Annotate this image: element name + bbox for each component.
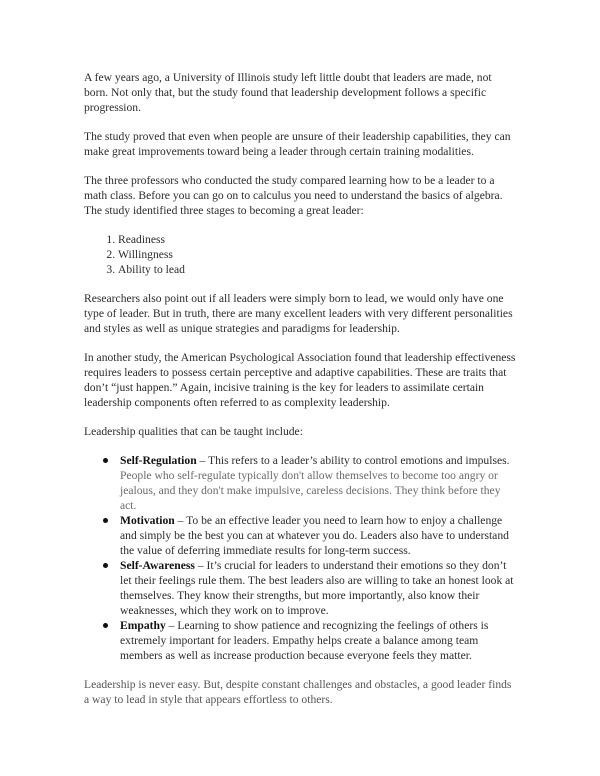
quality-term: Empathy: [120, 619, 166, 632]
quality-note: People who self-regulate typically don't allow themselves to become too angry or jealous, and they don't make impulsive, careless decisions. They think before they act.: [120, 469, 501, 512]
stages-list: [84, 232, 516, 277]
stage-item: 3. Ability to lead: [118, 262, 516, 277]
intro-paragraph: A few years ago, a University of Illinois study left little doubt that leaders are made, not born. Not only that, but the study found that leadership development follows a specific progression.: [84, 71, 492, 114]
quality-text: – This refers to a leader’s ability to control emotions and impulses.: [196, 454, 510, 467]
quality-term: Self-Regulation: [120, 454, 197, 467]
quality-item: [120, 558, 516, 618]
quality-text: – It’s crucial for leaders to understand their emotions so they don’t let their feelings rule them. The best leaders also are willing to take an honest look at themselves. They know their strengths, but more importantly, also know their weaknesses, which they work on to improve.: [120, 559, 514, 617]
quality-text: – To be an effective leader you need to learn how to enjoy a challenge and simply be the best you can at whatever you do. Leaders also have to understand the value of deferring immediate results for long-term success.: [120, 514, 509, 557]
researchers-paragraph: Researchers also point out if all leaders were simply born to lead, we would only have one type of leader. But in truth, there are many excellent leaders with very different personalities and styles as well as unique strategies and paradigms for leadership.: [84, 292, 513, 335]
quality-text: – Learning to show patience and recognizing the feelings of others is extremely important for leaders. Empathy helps create a balance among team members as well as increase production because everyone feels they matter.: [120, 619, 489, 662]
professors-paragraph: The three professors who conducted the study compared learning how to be a leader to a math class. Before you can go on to calculus you need to understand the basics of algebra. The study identified three stages to becoming a great leader:: [84, 174, 503, 217]
stage-item: 2. Willingness: [118, 247, 516, 262]
qualities-list: [84, 453, 516, 663]
apa-paragraph: In another study, the American Psychological Association found that leadership effectiveness requires leaders to possess certain perceptive and adaptive capabilities. These are traits that don’t “just happen.” Again, incisive training is the key for leaders to assimilate certain leadership components often referred to as complexity leadership.: [84, 351, 516, 409]
closing-paragraph: Leadership is never easy. But, despite constant challenges and obstacles, a good leader finds a way to lead in style that appears effortless to others.: [84, 678, 512, 706]
study-paragraph: The study proved that even when people are unsure of their leadership capabilities, they can make great improvements toward being a leader through certain training modalities.: [84, 130, 511, 158]
stage-item: 1. Readiness: [118, 232, 516, 247]
quality-term: Self-Awareness: [120, 559, 195, 572]
quality-item: [120, 513, 516, 558]
qualities-intro: Leadership qualities that can be taught include:: [84, 425, 303, 438]
quality-term: Motivation: [120, 514, 175, 527]
quality-item: [120, 453, 516, 513]
quality-item: [120, 618, 516, 663]
